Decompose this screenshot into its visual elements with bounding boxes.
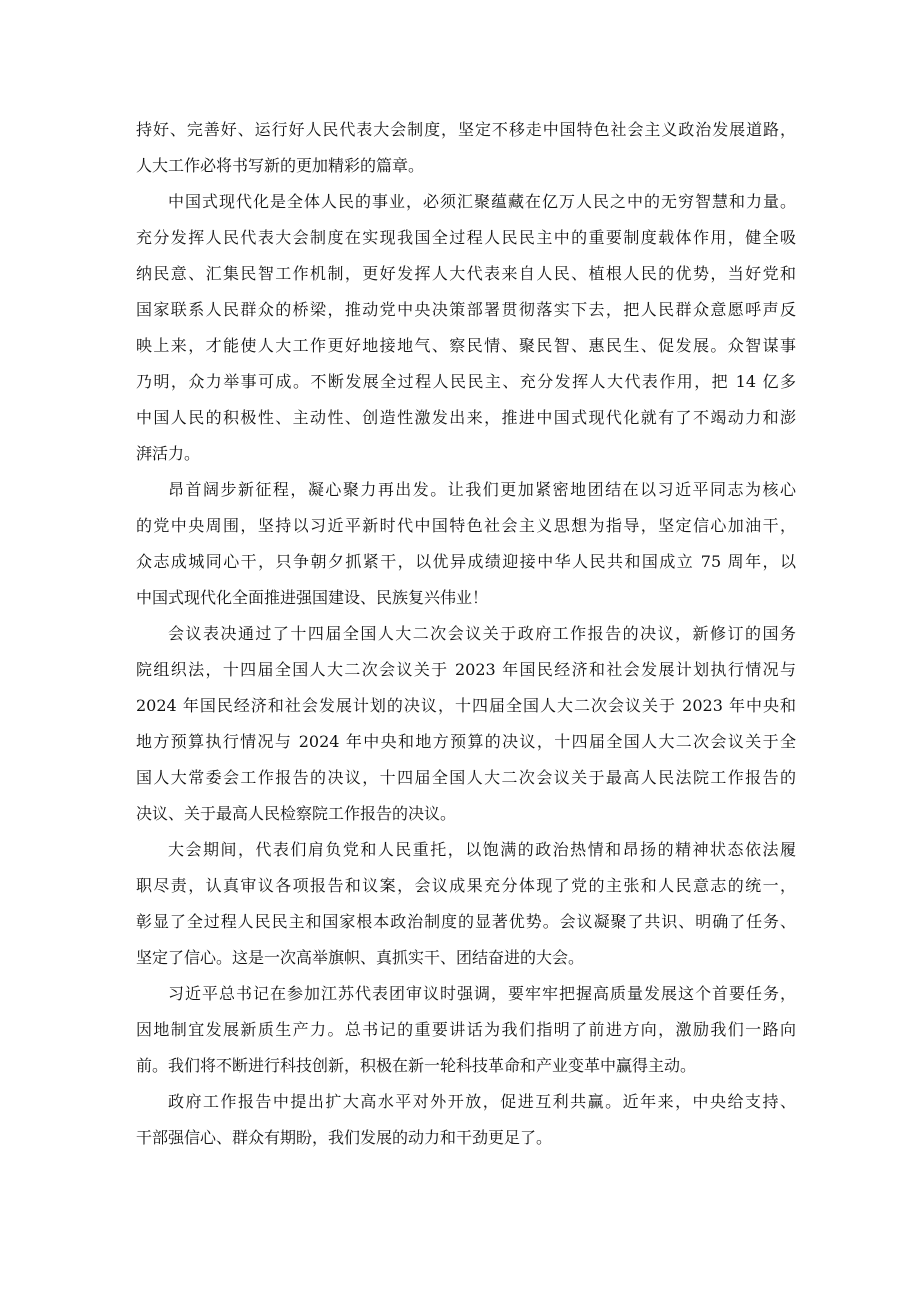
text-line: 纳民意、汇集民智工作机制，更好发挥人大代表来自人民、植根人民的优势，当好党和	[136, 264, 796, 283]
text-line: 人大工作必将书写新的更加精彩的篇章。	[136, 156, 425, 175]
text-line: 国人大常委会工作报告的决议，十四届全国人大二次会议关于最高人民法院工作报告的	[136, 768, 796, 787]
text-line: 会议表决通过了十四届全国人大二次会议关于政府工作报告的决议，新修订的国务	[168, 624, 796, 643]
text-line: 昂首阔步新征程，凝心聚力再出发。让我们更加紧密地团结在以习近平同志为核心	[168, 480, 796, 499]
text-line: 中国式现代化全面推进强国建设、民族复兴伟业！	[136, 588, 489, 607]
paragraph	[136, 832, 796, 976]
text-line: 国家联系人民群众的桥梁，推动党中央决策部署贯彻落实下去，把人民群众意愿呼声反	[136, 300, 796, 319]
text-line: 持好、完善好、运行好人民代表大会制度，坚定不移走中国特色社会主义政治发展道路，	[136, 120, 796, 139]
text-line: 地方预算执行情况与 2024 年中央和地方预算的决议，十四届全国人大二次会议关于全	[136, 732, 796, 751]
text-line: 干部强信心、群众有期盼，我们发展的动力和干劲更足了。	[136, 1128, 553, 1147]
text-line: 决议、关于最高人民检察院工作报告的决议。	[136, 804, 457, 823]
paragraph	[136, 1084, 796, 1156]
text-line: 职尽责，认真审议各项报告和议案，会议成果充分体现了党的主张和人民意志的统一，	[136, 876, 796, 895]
text-line: 的党中央周围，坚持以习近平新时代中国特色社会主义思想为指导，坚定信心加油干，	[136, 516, 796, 535]
paragraph	[136, 472, 796, 616]
text-line: 映上来，才能使人大工作更好地接地气、察民情、聚民智、惠民生、促发展。众智谋事	[136, 336, 796, 355]
text-line: 政府工作报告中提出扩大高水平对外开放，促进互利共赢。近年来，中央给支持、	[168, 1092, 796, 1111]
text-line: 因地制宜发展新质生产力。总书记的重要讲话为我们指明了前进方向，激励我们一路向	[136, 1020, 796, 1039]
text-line: 坚定了信心。这是一次高举旗帜、真抓实干、团结奋进的大会。	[136, 948, 585, 967]
text-line: 中国式现代化是全体人民的事业，必须汇聚蕴藏在亿万人民之中的无穷智慧和力量。	[168, 192, 796, 211]
text-line: 彰显了全过程人民民主和国家根本政治制度的显著优势。会议凝聚了共识、明确了任务、	[136, 912, 796, 931]
text-line: 习近平总书记在参加江苏代表团审议时强调，要牢牢把握高质量发展这个首要任务，	[168, 984, 796, 1003]
text-line: 乃明，众力举事可成。不断发展全过程人民民主、充分发挥人大代表作用，把 14 亿多	[136, 372, 796, 391]
text-line: 湃活力。	[136, 444, 201, 463]
text-line: 院组织法，十四届全国人大二次会议关于 2023 年国民经济和社会发展计划执行情况与	[136, 660, 796, 679]
text-line: 2024 年国民经济和社会发展计划的决议，十四届全国人大二次会议关于 2023 年中央和	[136, 696, 796, 715]
text-line: 充分发挥人民代表大会制度在实现我国全过程人民民主中的重要制度载体作用，健全吸	[136, 228, 796, 247]
paragraph	[136, 616, 796, 832]
text-line: 中国人民的积极性、主动性、创造性激发出来，推进中国式现代化就有了不竭动力和澎	[136, 408, 796, 427]
paragraph	[136, 112, 796, 184]
text-line: 众志成城同心干，只争朝夕抓紧干，以优异成绩迎接中华人民共和国成立 75 周年，以	[136, 552, 796, 571]
paragraph	[136, 976, 796, 1084]
text-line: 前。我们将不断进行科技创新，积极在新一轮科技革命和产业变革中赢得主动。	[136, 1056, 697, 1075]
paragraph	[136, 184, 796, 472]
document-body	[136, 112, 796, 1156]
text-line: 大会期间，代表们肩负党和人民重托，以饱满的政治热情和昂扬的精神状态依法履	[168, 840, 796, 859]
